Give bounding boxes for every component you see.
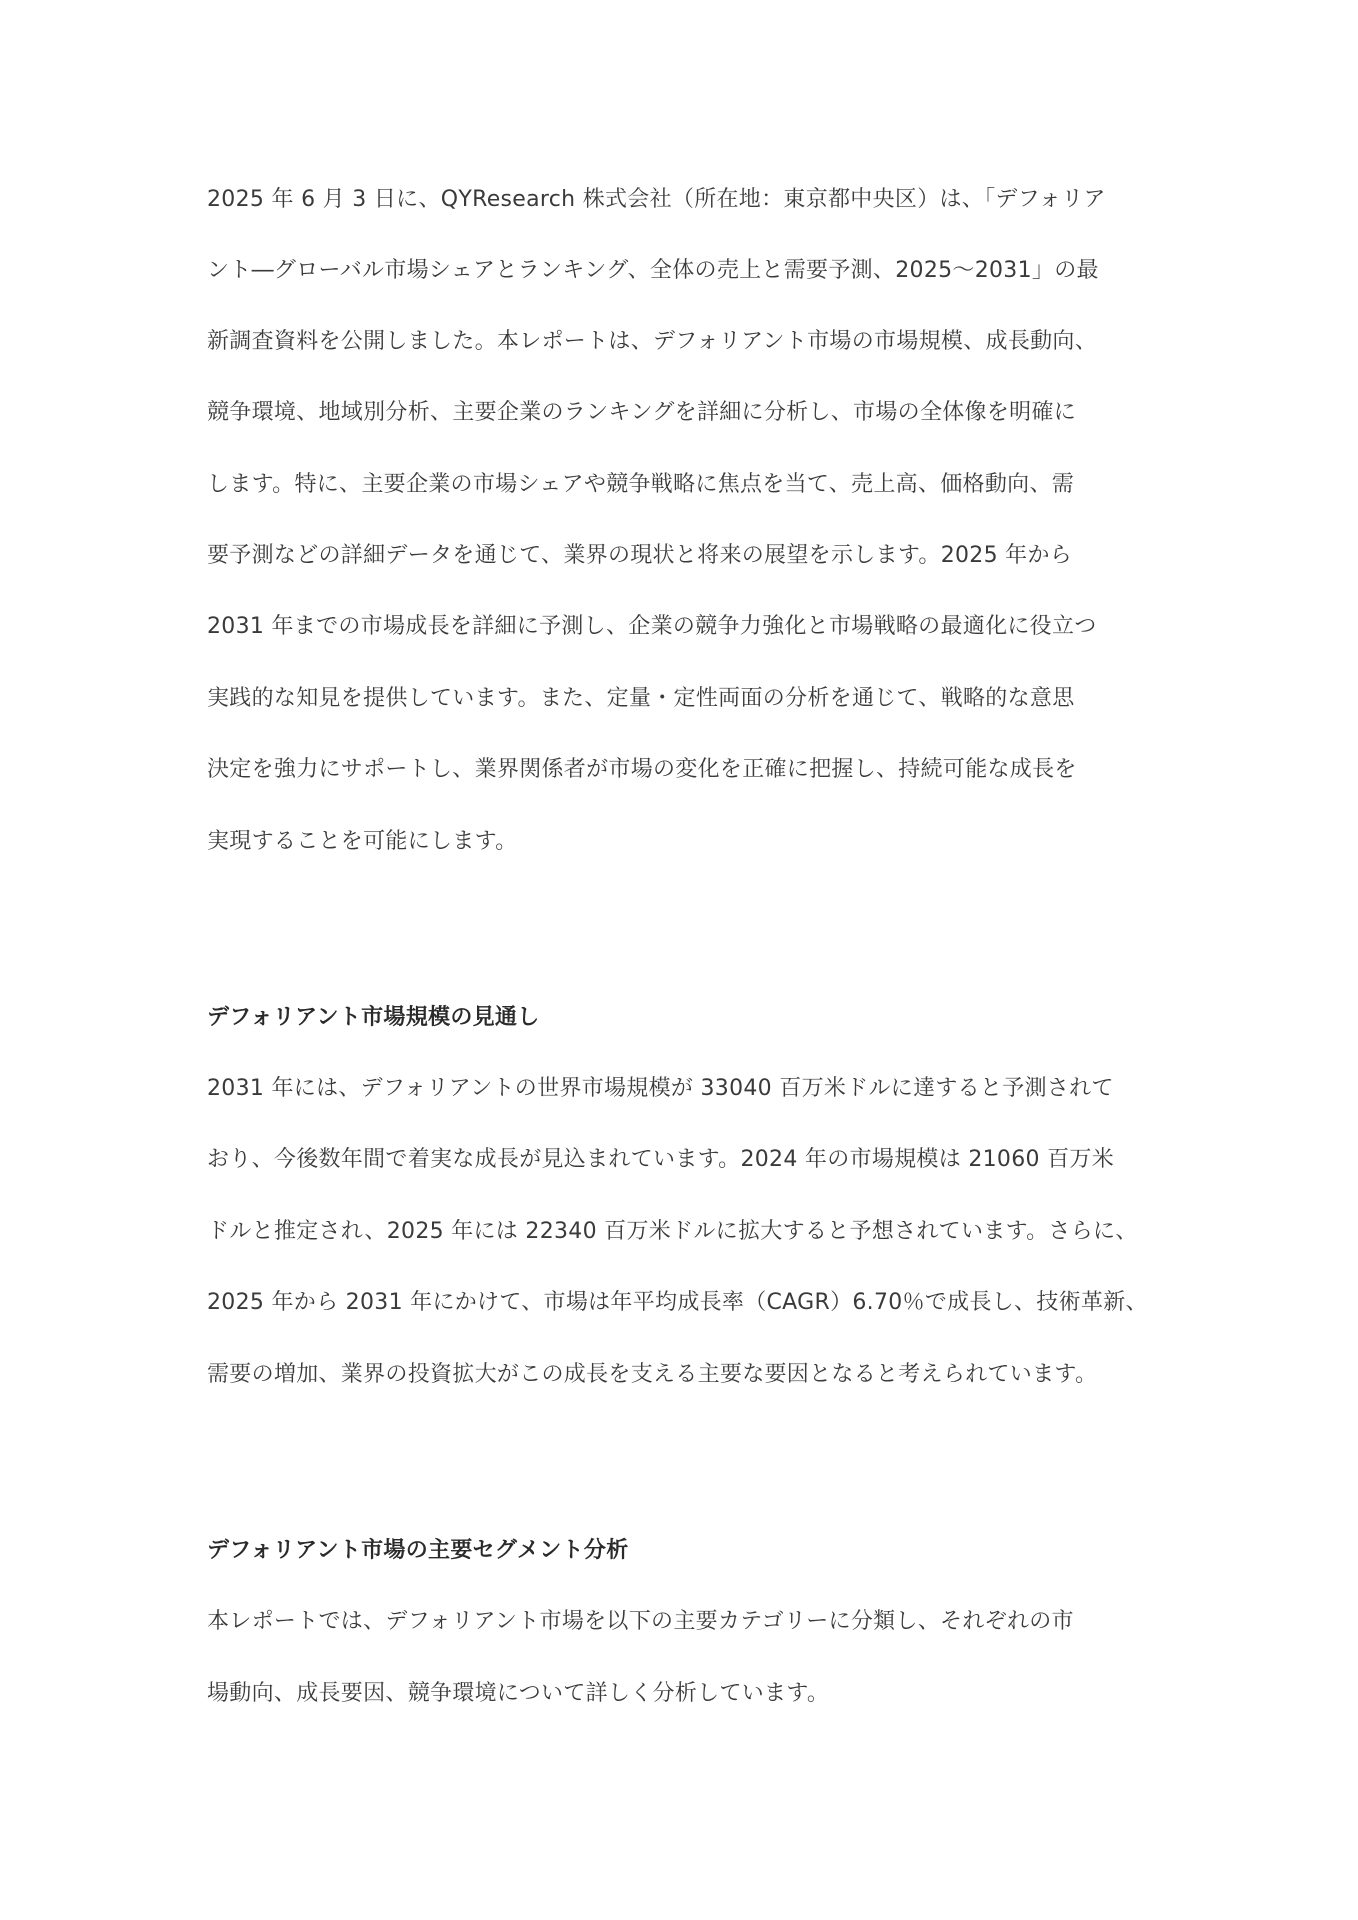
market-size-line: 2025 年から 2031 年にかけて、市場は年平均成長率（CAGR）6.70％で成長し、技術革新、 [207, 1290, 1148, 1315]
intro-line: 競争環境、地域別分析、主要企業のランキングを詳細に分析し、市場の全体像を明確に [207, 400, 1077, 425]
segments-line: 本レポートでは、デフォリアント市場を以下の主要カテゴリーに分類し、それぞれの市 [207, 1609, 1074, 1634]
segments-line: 場動向、成長要因、競争環境について詳しく分析しています。 [207, 1681, 830, 1706]
intro-line: 実現することを可能にします。 [207, 829, 518, 854]
market-size-line: ドルと推定され、2025 年には 22340 百万米ドルに拡大すると予想されています。さらに、 [207, 1219, 1138, 1244]
market-size-line: 需要の増加、業界の投資拡大がこの成長を支える主要な要因となると考えられています。 [207, 1362, 1098, 1387]
intro-line: します。特に、主要企業の市場シェアや競争戦略に焦点を当て、売上高、価格動向、需 [207, 472, 1075, 497]
intro-line: 2025 年 6 月 3 日に、QYResearch 株式会社（所在地：東京都中央区）は、「デフォリア [207, 187, 1106, 212]
intro-line: 実践的な知見を提供しています。また、定量・定性両面の分析を通じて、戦略的な意思 [207, 686, 1075, 711]
intro-line: ント―グローバル市場シェアとランキング、全体の売上と需要予測、2025～2031」の最 [207, 258, 1099, 283]
intro-line: 要予測などの詳細データを通じて、業界の現状と将来の展望を示します。2025 年から [207, 543, 1073, 568]
section-heading: デフォリアント市場の主要セグメント分析 [207, 1538, 629, 1563]
intro-line: 2031 年までの市場成長を詳細に予測し、企業の競争力強化と市場戦略の最適化に役立つ [207, 614, 1097, 639]
intro-line: 新調査資料を公開しました。本レポートは、デフォリアント市場の市場規模、成長動向、 [207, 329, 1098, 354]
section-heading: デフォリアント市場規模の見通し [207, 1005, 540, 1030]
market-size-line: 2031 年には、デフォリアントの世界市場規模が 33040 百万米ドルに達すると予測されて [207, 1076, 1114, 1101]
intro-line: 決定を強力にサポートし、業界関係者が市場の変化を正確に把握し、持続可能な成長を [207, 757, 1077, 782]
market-size-line: おり、今後数年間で着実な成長が見込まれています。2024 年の市場規模は 21060 百万米 [207, 1147, 1114, 1172]
